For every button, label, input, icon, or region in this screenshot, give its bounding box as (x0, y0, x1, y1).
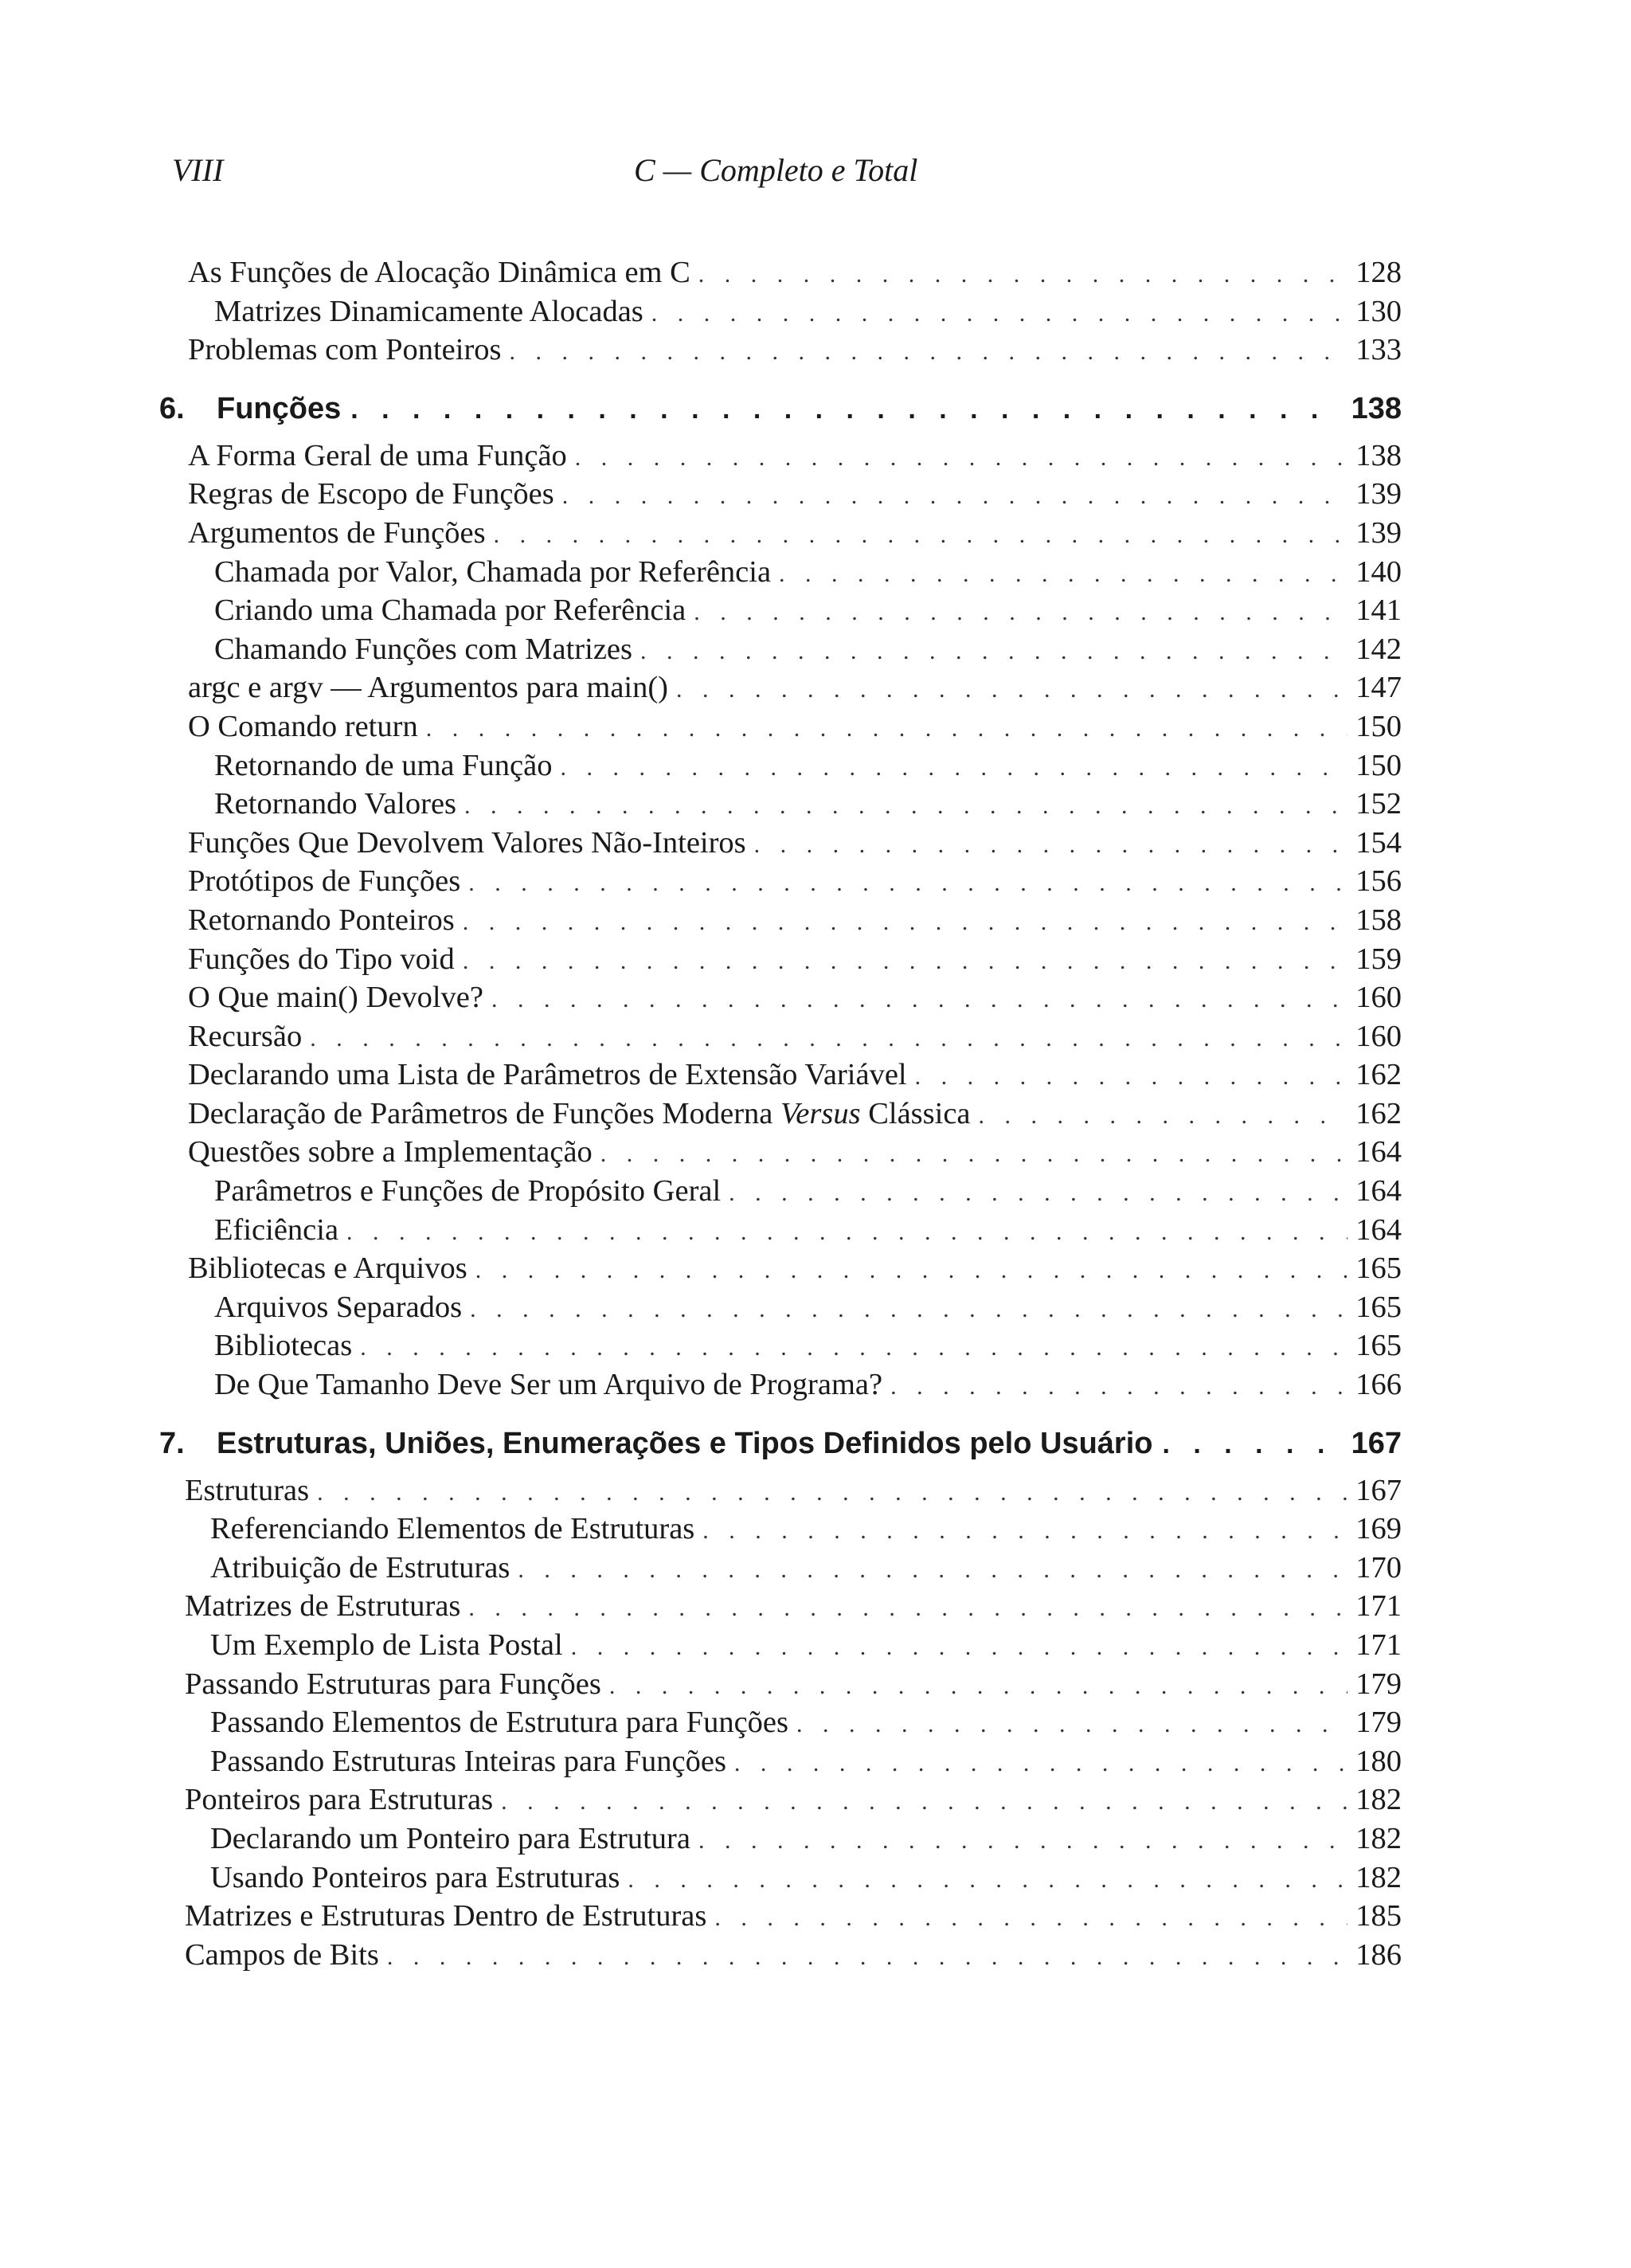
toc-entry-page: 179 (1355, 1706, 1402, 1740)
dot-leader (890, 1368, 1347, 1407)
dot-leader (979, 1097, 1348, 1136)
dot-leader (571, 1628, 1348, 1667)
toc-entry (159, 1859, 1402, 1898)
dot-leader (754, 826, 1348, 865)
toc-entry-title: Arquivos Separados (214, 1290, 463, 1324)
toc-entry (159, 668, 1402, 707)
toc-entry-title: Recursão (188, 1019, 303, 1053)
chapter-page: 138 (1351, 391, 1402, 425)
dot-leader (1162, 1416, 1341, 1472)
dot-leader (310, 1020, 1347, 1059)
toc-entry-title: Declarando uma Lista de Parâmetros de Extensão Variável (188, 1058, 907, 1092)
toc-entry-page: 171 (1355, 1628, 1402, 1662)
toc-entry-page: 165 (1355, 1290, 1402, 1324)
dot-leader (501, 1783, 1347, 1822)
toc-entry (159, 901, 1402, 940)
toc-entry-page: 180 (1355, 1744, 1402, 1778)
table-of-contents (159, 253, 1402, 1974)
dot-leader (387, 1938, 1347, 1977)
dot-leader (698, 1822, 1347, 1861)
toc-entry (159, 1211, 1402, 1250)
dot-leader (510, 333, 1348, 372)
toc-entry-page: 185 (1355, 1899, 1402, 1933)
toc-entry (159, 1703, 1402, 1742)
toc-entry (159, 253, 1402, 292)
toc-entry (159, 1549, 1402, 1588)
chapter-6-entries (159, 437, 1402, 1404)
dot-leader (491, 981, 1347, 1020)
dot-leader (600, 1135, 1347, 1174)
dot-leader (714, 1899, 1347, 1938)
toc-entry (159, 1510, 1402, 1549)
toc-entry-title: O Comando return (188, 709, 418, 743)
toc-entry (159, 1326, 1402, 1365)
toc-entry-title: Campos de Bits (185, 1937, 379, 1972)
toc-entry-title: Declaração de Parâmetros de Funções Moderna Versus Clássica (188, 1096, 971, 1130)
toc-entry (159, 1587, 1402, 1626)
toc-entry (159, 978, 1402, 1017)
toc-entry-page: 162 (1355, 1058, 1402, 1092)
chapter-number: 6. (159, 391, 185, 425)
toc-entry-title: Regras de Escopo de Funções (188, 477, 554, 511)
dot-leader (518, 1551, 1347, 1590)
dot-leader (796, 1706, 1347, 1745)
toc-entry-title: Eficiência (214, 1212, 339, 1247)
toc-entry-title: Protótipos de Funções (188, 864, 461, 899)
toc-entry (159, 1471, 1402, 1510)
toc-entry-title: Matrizes de Estruturas (185, 1589, 461, 1624)
toc-entry (159, 1936, 1402, 1975)
toc-entry (159, 1780, 1402, 1819)
toc-entry-title: Retornando Ponteiros (188, 903, 455, 937)
dot-leader (694, 593, 1347, 633)
toc-entry-title: A Forma Geral de uma Função (188, 438, 567, 472)
page-header (172, 151, 1367, 207)
dot-leader (698, 256, 1347, 295)
page-number: VIII (172, 152, 224, 188)
toc-entry (159, 1095, 1402, 1134)
toc-entry (159, 707, 1402, 746)
toc-entry-page: 164 (1355, 1212, 1402, 1247)
toc-entry-page: 150 (1355, 748, 1402, 782)
toc-entry (159, 1819, 1402, 1859)
toc-entry-page: 182 (1355, 1821, 1402, 1855)
dot-leader (562, 477, 1348, 516)
toc-entry-page: 171 (1355, 1589, 1402, 1624)
toc-entry (159, 1665, 1402, 1704)
toc-entry (159, 1056, 1402, 1095)
dot-leader (317, 1474, 1347, 1513)
toc-entry-title: Funções Que Devolvem Valores Não-Inteiros (188, 825, 746, 860)
dot-leader (350, 382, 1341, 437)
toc-entry (159, 1017, 1402, 1056)
chapter-page: 167 (1351, 1426, 1402, 1460)
toc-entry (159, 1626, 1402, 1665)
dot-leader (628, 1861, 1347, 1900)
dot-leader (464, 787, 1347, 826)
toc-entry-title: argc e argv — Argumentos para main() (188, 671, 668, 705)
dot-leader (426, 710, 1348, 749)
toc-entry-page: 170 (1355, 1550, 1402, 1584)
dot-leader (560, 749, 1347, 788)
toc-entry-title: Matrizes e Estruturas Dentro de Estruturas (185, 1899, 707, 1933)
chapter-7-entries (159, 1471, 1402, 1975)
toc-entry (159, 1288, 1402, 1327)
chapter-number: 7. (159, 1426, 185, 1460)
toc-entry-page: 165 (1355, 1329, 1402, 1363)
toc-entry (159, 331, 1402, 370)
toc-entry-title: Estruturas (185, 1473, 310, 1507)
toc-entry-page: 164 (1355, 1174, 1402, 1208)
toc-entry-title: O Que main() Devolve? (188, 981, 483, 1015)
toc-entry-page: 130 (1355, 294, 1402, 328)
dot-leader (734, 1745, 1347, 1784)
toc-entry-title: Bibliotecas (214, 1329, 353, 1363)
toc-entry-page: 139 (1355, 515, 1402, 550)
dot-leader (468, 1589, 1347, 1628)
toc-entry (159, 746, 1402, 785)
toc-entry-page: 165 (1355, 1252, 1402, 1286)
toc-entry-page: 160 (1355, 1019, 1402, 1053)
toc-entry (159, 824, 1402, 863)
toc-entry-title: Argumentos de Funções (188, 515, 486, 550)
toc-entry-title: Declarando um Ponteiro para Estrutura (210, 1821, 690, 1855)
toc-entry-page: 158 (1355, 903, 1402, 937)
toc-entry-page: 162 (1355, 1096, 1402, 1130)
toc-entry (159, 1365, 1402, 1404)
toc-entry-title: Referenciando Elementos de Estruturas (210, 1512, 695, 1546)
toc-entry-page: 133 (1355, 333, 1402, 367)
toc-entry-title: Passando Estruturas Inteiras para Funções (210, 1744, 726, 1778)
toc-entry-page: 166 (1355, 1368, 1402, 1402)
toc-entry-title-emphasis: Versus (780, 1096, 861, 1130)
toc-entry-page: 156 (1355, 864, 1402, 899)
dot-leader (676, 671, 1347, 710)
chapter-title: Estruturas, Uniões, Enumerações e Tipos Definidos pelo Usuário (217, 1426, 1153, 1460)
toc-entry (159, 514, 1402, 553)
toc-entry-page: 147 (1355, 671, 1402, 705)
dot-leader (475, 1252, 1348, 1291)
toc-entry-page: 164 (1355, 1135, 1402, 1169)
dot-leader (729, 1174, 1347, 1213)
toc-entry (159, 1742, 1402, 1781)
chapter-heading (159, 1416, 1402, 1471)
toc-entry-title: Funções do Tipo void (188, 942, 455, 976)
toc-entry-title: Chamando Funções com Matrizes (214, 632, 632, 666)
dot-leader (360, 1329, 1347, 1368)
dot-leader (463, 903, 1348, 942)
toc-entry-title: Passando Estruturas para Funções (185, 1667, 601, 1701)
dot-leader (575, 439, 1347, 478)
toc-entry (159, 1897, 1402, 1936)
toc-entry-page: 182 (1355, 1860, 1402, 1894)
toc-entry-title: Usando Ponteiros para Estruturas (210, 1860, 620, 1894)
toc-entry (159, 475, 1402, 514)
toc-entry-title: Bibliotecas e Arquivos (188, 1252, 467, 1286)
toc-entry (159, 1133, 1402, 1172)
dot-leader (702, 1512, 1347, 1551)
toc-entry-title: Problemas com Ponteiros (188, 333, 502, 367)
toc-entry (159, 785, 1402, 824)
toc-entry-page: 138 (1355, 438, 1402, 472)
dot-leader (779, 555, 1347, 594)
toc-entry (159, 553, 1402, 592)
chapter-title: Funções (217, 391, 342, 425)
toc-entry-page: 169 (1355, 1512, 1402, 1546)
dot-leader (915, 1058, 1348, 1097)
dot-leader (640, 633, 1347, 672)
toc-entry-title: Chamada por Valor, Chamada por Referência (214, 554, 772, 589)
dot-leader (463, 942, 1347, 981)
toc-entry (159, 292, 1402, 331)
toc-entry-page: 142 (1355, 632, 1402, 666)
toc-entry (159, 437, 1402, 476)
toc-entry-page: 182 (1355, 1783, 1402, 1817)
toc-entry-page: 141 (1355, 593, 1402, 628)
toc-entry-title: Retornando de uma Função (214, 748, 553, 782)
chapter-heading (159, 381, 1402, 437)
toc-entry-page: 152 (1355, 787, 1402, 821)
toc-entry-title: As Funções de Alocação Dinâmica em C (188, 256, 690, 289)
toc-entry-page: 179 (1355, 1667, 1402, 1701)
dot-leader (346, 1213, 1347, 1252)
dot-leader (468, 864, 1347, 903)
toc-entry-title: Ponteiros para Estruturas (185, 1783, 494, 1817)
dot-leader (494, 516, 1348, 555)
toc-entry-title: Questões sobre a Implementação (188, 1135, 593, 1169)
toc-entry (159, 940, 1402, 979)
toc-entry-title: Retornando Valores (214, 787, 457, 821)
toc-entry (159, 862, 1402, 901)
dot-leader (470, 1291, 1347, 1330)
running-title: C — Completo e Total (634, 152, 918, 188)
toc-entry-page: 167 (1355, 1473, 1402, 1507)
toc-entry-page: 154 (1355, 825, 1402, 860)
toc-entry-title: Parâmetros e Funções de Propósito Geral (214, 1174, 722, 1208)
toc-entry-title: Matrizes Dinamicamente Alocadas (214, 294, 643, 328)
toc-entry-title: Atribuição de Estruturas (210, 1550, 510, 1584)
toc-entry-title: Passando Elementos de Estrutura para Funções (210, 1706, 788, 1740)
toc-entry-page: 128 (1355, 256, 1402, 289)
toc-entry (159, 630, 1402, 669)
toc-entry (159, 1172, 1402, 1211)
toc-entry-page: 139 (1355, 477, 1402, 511)
toc-entry-title: Criando uma Chamada por Referência (214, 593, 686, 628)
toc-entry-title: De Que Tamanho Deve Ser um Arquivo de Programa? (214, 1368, 883, 1402)
toc-entry-page: 150 (1355, 709, 1402, 743)
toc-entry-title: Um Exemplo de Lista Postal (210, 1628, 563, 1662)
toc-entry-page: 159 (1355, 942, 1402, 976)
toc-entry (159, 591, 1402, 630)
dot-leader (651, 295, 1347, 334)
toc-entry-page: 140 (1355, 554, 1402, 589)
dot-leader (609, 1667, 1347, 1706)
toc-entry-page: 160 (1355, 981, 1402, 1015)
toc-entry (159, 1249, 1402, 1288)
toc-entry-page: 186 (1355, 1937, 1402, 1972)
